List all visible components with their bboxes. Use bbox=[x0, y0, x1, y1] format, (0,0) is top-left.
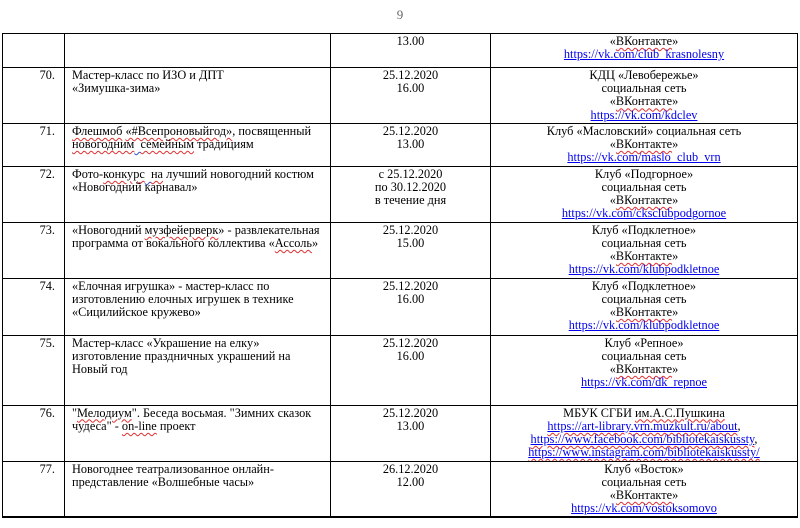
date-line bbox=[333, 138, 488, 151]
row-number-cell: 71. bbox=[3, 123, 65, 166]
misspelled-text bbox=[528, 445, 759, 459]
text-segment: традициям bbox=[194, 137, 254, 152]
text-segment: в течение дня bbox=[374, 193, 447, 208]
text-segment: с 25.12.2020 bbox=[378, 166, 443, 181]
text-segment: 25.12.2020 bbox=[382, 278, 439, 293]
event-text-line bbox=[72, 363, 326, 376]
text-segment: 13.00 bbox=[396, 418, 425, 433]
text-segment: лучший новогодний костюм bbox=[163, 166, 314, 181]
text-segment: 16.00 bbox=[396, 348, 425, 363]
text-segment: социальная сеть bbox=[601, 348, 687, 363]
row-number-cell bbox=[3, 34, 65, 68]
text-segment: Фото- bbox=[72, 166, 104, 181]
venue-cell bbox=[491, 123, 798, 166]
text-segment: « bbox=[609, 193, 616, 208]
venue-text-line bbox=[493, 151, 795, 164]
text-segment: " bbox=[72, 405, 78, 420]
event-text-line bbox=[72, 138, 326, 151]
text-segment: Новогоднее театрализованное онлайн- bbox=[72, 461, 274, 476]
venue-cell bbox=[491, 335, 798, 405]
table-row bbox=[3, 222, 798, 278]
text-segment: « bbox=[609, 488, 616, 503]
hyperlink[interactable]: https://vk.com/maslo_club_vrn bbox=[567, 150, 721, 165]
text-segment: » bbox=[672, 94, 679, 109]
date-line bbox=[333, 350, 488, 363]
venue-text-line bbox=[493, 109, 795, 122]
text-segment: » - развлекательная bbox=[218, 222, 320, 237]
hyperlink[interactable]: https://vk.com/dk_repnoe bbox=[580, 375, 708, 390]
text-segment: 13.00 bbox=[396, 137, 425, 152]
event-date-cell bbox=[331, 278, 491, 335]
event-date-cell bbox=[331, 68, 491, 124]
text-segment: социальная сеть bbox=[601, 474, 687, 489]
text-segment: 25.12.2020 bbox=[382, 123, 439, 138]
table-row bbox=[3, 68, 798, 124]
event-text-line bbox=[72, 82, 326, 95]
event-name-cell bbox=[65, 222, 331, 278]
text-segment: социальная сеть bbox=[601, 180, 687, 195]
misspelled-text: ВКонтакте bbox=[615, 94, 673, 109]
text-segment: « bbox=[609, 137, 616, 152]
misspelled-text: ВКонтакте bbox=[615, 305, 673, 320]
venue-text-line bbox=[493, 446, 795, 459]
venue-cell bbox=[491, 278, 798, 335]
row-number-cell: 70. bbox=[3, 68, 65, 124]
text-segment: «Новогодний карнавал» bbox=[72, 180, 198, 195]
venue-cell bbox=[491, 461, 798, 517]
text-segment: Мастер-класс по ИЗО и ДПТ bbox=[72, 68, 224, 82]
table-row bbox=[3, 335, 798, 405]
row-number-cell: 75. bbox=[3, 335, 65, 405]
event-text-line bbox=[72, 420, 326, 433]
date-line bbox=[333, 237, 488, 250]
table-row bbox=[3, 278, 798, 335]
event-date-cell bbox=[331, 335, 491, 405]
venue-cell bbox=[491, 34, 798, 68]
text-segment: ". Беседа восьмая. "Зимних сказок bbox=[131, 405, 312, 420]
misspelled-text: ВКонтакте bbox=[615, 249, 673, 264]
text-segment: 15.00 bbox=[396, 236, 425, 251]
text-segment: 16.00 bbox=[396, 291, 425, 306]
text-segment: 25.12.2020 bbox=[382, 335, 439, 350]
text-segment: представление «Волшебные часы» bbox=[72, 474, 255, 489]
misspelled-text: Флешмоб bbox=[72, 123, 123, 138]
text-segment: Клуб «Масловский» социальная сеть bbox=[546, 123, 742, 138]
text-segment: программа от вокального коллектива « bbox=[72, 236, 275, 251]
text-segment: » bbox=[672, 34, 679, 48]
text-segment: 13.00 bbox=[396, 34, 425, 48]
text-segment: «Зимушка-зима» bbox=[72, 81, 161, 96]
text-segment: «Новогодний bbox=[72, 222, 145, 237]
venue-text-line bbox=[493, 376, 795, 389]
text-segment: , bbox=[737, 418, 741, 433]
text-segment: Клуб «Подклетное» bbox=[591, 278, 697, 293]
date-line bbox=[333, 420, 488, 433]
hyperlink[interactable]: https://vk.com/klubpodkletnoe bbox=[568, 318, 720, 333]
row-number-cell: 74. bbox=[3, 278, 65, 335]
text-segment: » bbox=[672, 137, 679, 152]
event-name-cell bbox=[65, 405, 331, 461]
hyperlink[interactable]: https://www.instagram.com/bibliotekaiskussty/ bbox=[528, 445, 760, 460]
misspelled-text: Ассоль bbox=[274, 236, 313, 251]
date-line bbox=[333, 293, 488, 306]
page-number: 9 bbox=[396, 7, 404, 22]
venue-text-line bbox=[493, 319, 795, 332]
misspelled-text: ВКонтакте bbox=[615, 488, 673, 503]
event-name-cell bbox=[65, 123, 331, 166]
date-line bbox=[333, 82, 488, 95]
event-name-cell bbox=[65, 278, 331, 335]
hyperlink[interactable]: https://vk.com/kdclev bbox=[590, 107, 698, 122]
text-segment: Новый год bbox=[72, 362, 128, 377]
venue-cell bbox=[491, 68, 798, 124]
text-segment: Клуб «Подгорное» bbox=[594, 166, 694, 181]
venue-text-line bbox=[493, 263, 795, 276]
text-segment: , посвященный bbox=[232, 123, 312, 138]
text-segment: « bbox=[609, 362, 616, 377]
hyperlink[interactable]: https://art-library.vrn.muzkult.ru/about bbox=[547, 418, 738, 433]
table-row bbox=[3, 461, 798, 517]
misspelled-text bbox=[547, 419, 737, 433]
text-segment: проект bbox=[156, 418, 196, 433]
text-segment: « bbox=[609, 249, 616, 264]
text-segment: 25.12.2020 bbox=[382, 405, 439, 420]
hyperlink[interactable]: https://vk.com/klubpodkletnoe bbox=[568, 262, 720, 277]
event-name-cell bbox=[65, 461, 331, 517]
text-segment: Клуб «Восток» bbox=[604, 461, 684, 476]
text-segment: Мастер-класс «Украшение на елку» bbox=[72, 335, 260, 350]
date-line bbox=[333, 35, 488, 48]
text-segment: «Сицилийское кружево» bbox=[72, 305, 201, 320]
row-number-cell: 77. bbox=[3, 461, 65, 517]
text-segment: социальная сеть bbox=[601, 236, 687, 251]
event-date-cell bbox=[331, 222, 491, 278]
misspelled-text: новогодним bbox=[72, 137, 135, 152]
text-segment: КДЦ «Левобережье» bbox=[589, 68, 699, 82]
event-text-line bbox=[72, 476, 326, 489]
text-segment: по 30.12.2020 bbox=[374, 180, 447, 195]
text-segment: « bbox=[609, 305, 616, 320]
text-segment: 25.12.2020 bbox=[382, 68, 439, 82]
hyperlink[interactable]: https://www.facebook.com/bibliotekaiskussty bbox=[530, 432, 755, 447]
event-date-cell bbox=[331, 123, 491, 166]
text-segment: 25.12.2020 bbox=[382, 222, 439, 237]
row-number-cell: 73. bbox=[3, 222, 65, 278]
table-row bbox=[3, 405, 798, 461]
misspelled-text: музфейерверк bbox=[144, 222, 219, 237]
event-text-line bbox=[72, 306, 326, 319]
event-text-line bbox=[72, 181, 326, 194]
table-row bbox=[3, 123, 798, 166]
row-number-cell: 72. bbox=[3, 166, 65, 222]
hyperlink[interactable]: https://vk.com/vostoksomovo bbox=[571, 501, 717, 516]
venue-cell bbox=[491, 166, 798, 222]
text-segment: « bbox=[609, 34, 616, 48]
misspelled-text: ВКонтакте bbox=[615, 193, 673, 208]
text-segment: , bbox=[754, 432, 758, 447]
text-segment: изготовлению елочных игрушек в технике bbox=[72, 291, 294, 306]
misspelled-text: ВКонтакте bbox=[615, 137, 673, 152]
text-segment: «Елочная игрушка» - мастер-класс по bbox=[72, 278, 270, 293]
event-date-cell bbox=[331, 166, 491, 222]
venue-text-line bbox=[493, 48, 795, 61]
date-line bbox=[333, 476, 488, 489]
text-segment: 12.00 bbox=[396, 474, 425, 489]
venue-cell bbox=[491, 405, 798, 461]
text-segment: » bbox=[672, 362, 679, 377]
row-number-cell: 76. bbox=[3, 405, 65, 461]
text-segment: чудеса" - bbox=[72, 418, 122, 433]
event-text-line bbox=[72, 237, 326, 250]
text-segment: 16.00 bbox=[396, 81, 425, 96]
text-segment: » bbox=[672, 305, 679, 320]
event-name-cell bbox=[65, 166, 331, 222]
event-name-cell bbox=[65, 34, 331, 68]
event-date-cell bbox=[331, 461, 491, 517]
event-date-cell bbox=[331, 405, 491, 461]
text-segment: социальная сеть bbox=[601, 291, 687, 306]
misspelled-text: им.А.С.Пушкина bbox=[635, 405, 725, 420]
text-segment: » bbox=[672, 249, 679, 264]
misspelled-text: конкурс bbox=[103, 166, 145, 181]
hyperlink[interactable]: https://vk.com/club_krasnolesny bbox=[563, 47, 725, 62]
event-name-cell bbox=[65, 68, 331, 124]
misspelled-text: on-line bbox=[121, 418, 157, 433]
misspelled-text bbox=[530, 432, 758, 447]
events-table bbox=[2, 33, 798, 518]
text-segment: Клуб «Репное» bbox=[604, 335, 684, 350]
text-segment: изготовление праздничных украшений на bbox=[72, 348, 291, 363]
text-segment: » bbox=[672, 488, 679, 503]
misspelled-text: Мелодиум bbox=[77, 405, 132, 420]
text-segment: » bbox=[672, 193, 679, 208]
misspelled-text: ВКонтакте bbox=[615, 34, 673, 48]
text-segment: 26.12.2020 bbox=[382, 461, 439, 476]
text-segment: « bbox=[609, 94, 616, 109]
venue-text-line bbox=[493, 207, 795, 220]
misspelled-text: «#Всепроновыйгод» bbox=[125, 123, 233, 138]
table-row bbox=[3, 166, 798, 222]
text-segment: » bbox=[312, 236, 319, 251]
text-segment: Клуб «Подклетное» bbox=[591, 222, 697, 237]
event-name-cell bbox=[65, 335, 331, 405]
text-segment: МБУК СГБИ bbox=[563, 405, 636, 420]
misspelled-text: ВКонтакте bbox=[615, 362, 673, 377]
date-line bbox=[333, 194, 488, 207]
misspelled-text: семейным bbox=[140, 137, 195, 152]
table-row bbox=[3, 34, 798, 68]
events-table-body bbox=[3, 34, 798, 518]
text-segment: социальная сеть bbox=[601, 81, 687, 96]
misspelled-text: на bbox=[150, 166, 164, 181]
venue-cell bbox=[491, 222, 798, 278]
event-date-cell bbox=[331, 34, 491, 68]
hyperlink[interactable]: https://vk.com/cksclubpodgornoe bbox=[561, 206, 727, 221]
venue-text-line bbox=[493, 502, 795, 515]
